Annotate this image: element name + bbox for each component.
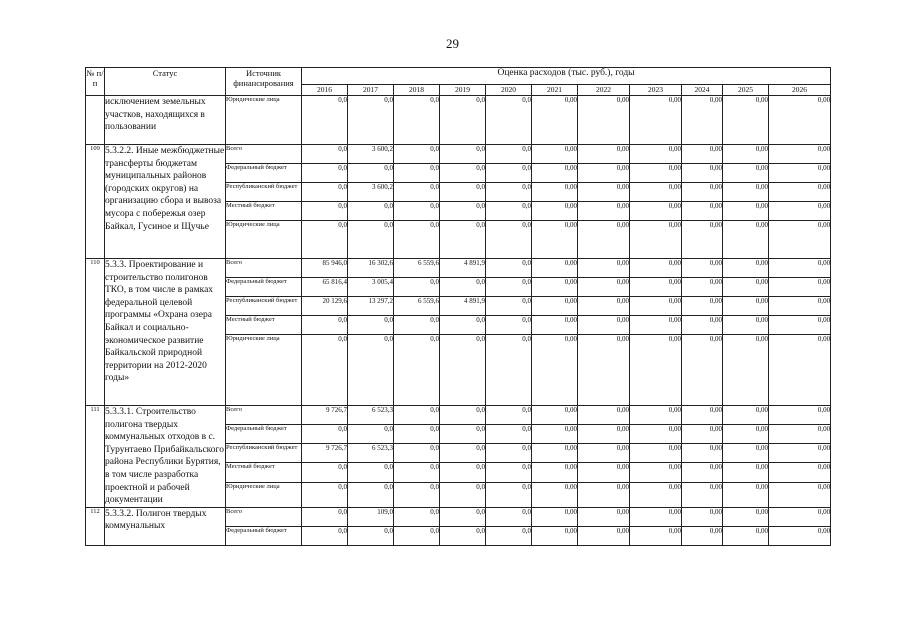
value-cell: 4 891,9	[440, 259, 486, 278]
value-cell: 0,00	[532, 425, 578, 444]
value-cell: 6 523,3	[348, 444, 394, 463]
value-cell: 0,0	[394, 507, 440, 526]
value-cell: 0,00	[769, 316, 831, 335]
value-cell: 0,00	[723, 526, 769, 545]
value-cell: 0,0	[440, 164, 486, 183]
value-cell: 0,00	[578, 507, 630, 526]
value-cell: 0,0	[394, 202, 440, 221]
year-header: 2025	[723, 85, 769, 96]
value-cell: 0,00	[723, 463, 769, 482]
year-header: 2020	[486, 85, 532, 96]
value-cell: 0,00	[630, 406, 682, 425]
value-cell: 0,0	[348, 221, 394, 259]
value-cell: 0,0	[486, 278, 532, 297]
value-cell: 0,00	[630, 96, 682, 145]
value-cell: 0,0	[440, 183, 486, 202]
value-cell: 0,00	[630, 183, 682, 202]
value-cell: 65 816,4	[302, 278, 348, 297]
value-cell: 0,00	[682, 96, 723, 145]
value-cell: 0,0	[394, 406, 440, 425]
value-cell: 0,0	[348, 425, 394, 444]
value-cell: 0,0	[486, 463, 532, 482]
value-cell: 0,0	[394, 164, 440, 183]
value-cell: 0,0	[394, 96, 440, 145]
header-number: № п/п	[86, 68, 105, 96]
value-cell: 0,00	[532, 482, 578, 507]
table-row	[86, 507, 831, 526]
value-cell: 0,00	[723, 482, 769, 507]
value-cell: 0,0	[440, 406, 486, 425]
value-cell: 0,00	[630, 278, 682, 297]
value-cell: 0,00	[682, 463, 723, 482]
value-cell: 0,0	[486, 507, 532, 526]
value-cell: 0,0	[486, 526, 532, 545]
value-cell: 0,00	[723, 164, 769, 183]
value-cell: 0,0	[486, 145, 532, 164]
funding-source-cell: Местный бюджет	[226, 202, 302, 221]
value-cell: 0,00	[532, 278, 578, 297]
value-cell: 0,0	[302, 183, 348, 202]
funding-source-cell: Местный бюджет	[226, 316, 302, 335]
year-header: 2019	[440, 85, 486, 96]
value-cell: 0,0	[486, 297, 532, 316]
value-cell: 0,00	[769, 96, 831, 145]
value-cell: 4 891,9	[440, 297, 486, 316]
value-cell: 0,00	[630, 425, 682, 444]
table-row	[86, 406, 831, 425]
value-cell: 0,0	[302, 96, 348, 145]
value-cell: 0,00	[630, 221, 682, 259]
funding-source-cell: Федеральный бюджет	[226, 425, 302, 444]
year-header: 2023	[630, 85, 682, 96]
value-cell: 0,00	[532, 526, 578, 545]
value-cell: 0,0	[302, 482, 348, 507]
value-cell: 0,00	[578, 278, 630, 297]
value-cell: 0,0	[394, 278, 440, 297]
value-cell: 0,00	[630, 507, 682, 526]
value-cell: 0,0	[302, 145, 348, 164]
value-cell: 0,0	[486, 164, 532, 183]
value-cell: 3 005,4	[348, 278, 394, 297]
value-cell: 0,00	[769, 526, 831, 545]
year-header: 2018	[394, 85, 440, 96]
year-header: 2017	[348, 85, 394, 96]
row-number: 111	[86, 406, 105, 508]
value-cell: 0,00	[769, 297, 831, 316]
value-cell: 3 600,2	[348, 183, 394, 202]
value-cell: 0,00	[578, 259, 630, 278]
value-cell: 0,00	[769, 202, 831, 221]
value-cell: 0,00	[630, 526, 682, 545]
value-cell: 0,0	[302, 316, 348, 335]
value-cell: 0,00	[682, 164, 723, 183]
year-header: 2021	[532, 85, 578, 96]
value-cell: 0,00	[682, 406, 723, 425]
value-cell: 0,0	[394, 482, 440, 507]
value-cell: 0,0	[394, 145, 440, 164]
value-cell: 0,00	[630, 482, 682, 507]
value-cell: 0,0	[440, 444, 486, 463]
value-cell: 0,00	[682, 526, 723, 545]
year-header: 2026	[769, 85, 831, 96]
value-cell: 0,0	[486, 96, 532, 145]
value-cell: 0,00	[532, 507, 578, 526]
value-cell: 0,00	[532, 96, 578, 145]
value-cell: 0,0	[440, 507, 486, 526]
year-header: 2016	[302, 85, 348, 96]
value-cell: 0,0	[440, 482, 486, 507]
value-cell: 0,00	[769, 507, 831, 526]
value-cell: 0,00	[682, 482, 723, 507]
table-row	[86, 96, 831, 145]
value-cell: 0,0	[440, 145, 486, 164]
value-cell: 0,00	[682, 507, 723, 526]
value-cell: 0,0	[394, 183, 440, 202]
value-cell: 0,00	[769, 145, 831, 164]
value-cell: 0,00	[769, 482, 831, 507]
status-cell: 5.3.3. Проектирование и строительство полигонов ТКО, в том числе в рамках федеральной целевой программы «Охрана озера Байкал и социально-экономическое развитие Байкальской природной территории на 2012-2020 годы»	[105, 259, 226, 406]
value-cell: 0,00	[578, 164, 630, 183]
value-cell: 0,00	[532, 316, 578, 335]
funding-source-cell: Юридические лица	[226, 221, 302, 259]
value-cell: 0,0	[440, 316, 486, 335]
value-cell: 0,0	[486, 444, 532, 463]
value-cell: 0,0	[440, 202, 486, 221]
value-cell: 0,0	[394, 444, 440, 463]
value-cell: 0,00	[578, 335, 630, 406]
value-cell: 0,0	[486, 183, 532, 202]
value-cell: 0,0	[440, 278, 486, 297]
value-cell: 0,0	[486, 202, 532, 221]
value-cell: 0,00	[723, 96, 769, 145]
value-cell: 0,00	[769, 425, 831, 444]
header-status: Статус	[105, 68, 226, 96]
value-cell: 0,00	[532, 202, 578, 221]
funding-source-cell: Федеральный бюджет	[226, 526, 302, 545]
value-cell: 0,00	[578, 425, 630, 444]
value-cell: 0,0	[302, 221, 348, 259]
value-cell: 0,00	[578, 297, 630, 316]
value-cell: 0,00	[723, 297, 769, 316]
value-cell: 0,0	[302, 507, 348, 526]
value-cell: 0,00	[630, 335, 682, 406]
value-cell: 0,0	[302, 463, 348, 482]
value-cell: 0,00	[532, 183, 578, 202]
value-cell: 0,0	[302, 202, 348, 221]
value-cell: 0,00	[682, 297, 723, 316]
value-cell: 0,0	[486, 425, 532, 444]
value-cell: 0,00	[532, 221, 578, 259]
value-cell: 0,0	[348, 202, 394, 221]
value-cell: 0,0	[440, 221, 486, 259]
value-cell: 0,00	[769, 221, 831, 259]
value-cell: 0,00	[769, 335, 831, 406]
value-cell: 0,00	[630, 297, 682, 316]
row-number: 109	[86, 145, 105, 259]
value-cell: 6 559,6	[394, 259, 440, 278]
budget-table	[85, 67, 831, 546]
value-cell: 0,00	[682, 425, 723, 444]
value-cell: 0,00	[578, 444, 630, 463]
funding-source-cell: Всего	[226, 507, 302, 526]
value-cell: 0,00	[578, 221, 630, 259]
value-cell: 0,00	[532, 259, 578, 278]
value-cell: 0,0	[440, 425, 486, 444]
value-cell: 109,0	[348, 507, 394, 526]
value-cell: 0,00	[578, 183, 630, 202]
value-cell: 0,00	[682, 221, 723, 259]
value-cell: 85 946,0	[302, 259, 348, 278]
value-cell: 3 600,2	[348, 145, 394, 164]
value-cell: 0,0	[486, 406, 532, 425]
value-cell: 0,00	[723, 406, 769, 425]
row-number: 110	[86, 259, 105, 406]
funding-source-cell: Местный бюджет	[226, 463, 302, 482]
funding-source-cell: Республиканский бюджет	[226, 297, 302, 316]
value-cell: 0,00	[578, 316, 630, 335]
value-cell: 0,0	[302, 526, 348, 545]
value-cell: 0,0	[486, 221, 532, 259]
value-cell: 0,0	[440, 526, 486, 545]
value-cell: 0,00	[723, 145, 769, 164]
year-header: 2022	[578, 85, 630, 96]
value-cell: 0,00	[723, 259, 769, 278]
value-cell: 0,0	[348, 482, 394, 507]
value-cell: 0,0	[440, 463, 486, 482]
value-cell: 0,00	[682, 278, 723, 297]
value-cell: 0,00	[578, 526, 630, 545]
value-cell: 0,00	[769, 278, 831, 297]
value-cell: 0,00	[682, 316, 723, 335]
value-cell: 0,0	[302, 164, 348, 183]
status-cell: 5.3.2.2. Иные межбюджетные трансферты бюджетам муниципальных районов (городских округов) на организацию сбора и вывоза мусора с побережья озер Байкал, Гусиное и Щучье	[105, 145, 226, 259]
value-cell: 0,0	[394, 463, 440, 482]
value-cell: 0,0	[348, 526, 394, 545]
value-cell: 0,00	[723, 221, 769, 259]
value-cell: 0,0	[486, 259, 532, 278]
value-cell: 0,00	[578, 463, 630, 482]
value-cell: 9 726,7	[302, 406, 348, 425]
funding-source-cell: Всего	[226, 145, 302, 164]
value-cell: 0,00	[630, 259, 682, 278]
value-cell: 0,00	[532, 406, 578, 425]
status-cell: 5.3.3.1. Строительство полигона твердых коммунальных отходов в с. Турунтаево Прибайкальского района Республики Бурятия, в том числе разработка проектной и рабочей документации	[105, 406, 226, 508]
value-cell: 16 302,6	[348, 259, 394, 278]
table-row	[86, 259, 831, 278]
value-cell: 0,0	[440, 335, 486, 406]
value-cell: 0,0	[486, 316, 532, 335]
value-cell: 0,00	[682, 335, 723, 406]
header-source: Источник финансирования	[226, 68, 302, 96]
value-cell: 0,00	[682, 259, 723, 278]
value-cell: 9 726,7	[302, 444, 348, 463]
value-cell: 0,00	[769, 463, 831, 482]
value-cell: 0,0	[348, 96, 394, 145]
value-cell: 0,0	[348, 316, 394, 335]
value-cell: 0,00	[723, 507, 769, 526]
value-cell: 0,0	[394, 316, 440, 335]
value-cell: 0,00	[723, 444, 769, 463]
value-cell: 0,00	[723, 316, 769, 335]
value-cell: 6 523,3	[348, 406, 394, 425]
funding-source-cell: Республиканский бюджет	[226, 183, 302, 202]
value-cell: 0,00	[630, 316, 682, 335]
value-cell: 0,0	[302, 335, 348, 406]
value-cell: 0,00	[723, 335, 769, 406]
value-cell: 0,00	[769, 164, 831, 183]
funding-source-cell: Юридические лица	[226, 482, 302, 507]
value-cell: 0,0	[394, 221, 440, 259]
value-cell: 0,00	[682, 202, 723, 221]
value-cell: 20 129,6	[302, 297, 348, 316]
funding-source-cell: Всего	[226, 406, 302, 425]
value-cell: 0,00	[578, 145, 630, 164]
value-cell: 0,00	[532, 444, 578, 463]
funding-source-cell: Юридические лица	[226, 96, 302, 145]
value-cell: 0,0	[486, 335, 532, 406]
value-cell: 0,00	[630, 202, 682, 221]
value-cell: 6 559,6	[394, 297, 440, 316]
table-body	[86, 96, 831, 546]
value-cell: 0,00	[723, 425, 769, 444]
value-cell: 13 297,2	[348, 297, 394, 316]
value-cell: 0,00	[682, 145, 723, 164]
value-cell: 0,00	[578, 96, 630, 145]
funding-source-cell: Федеральный бюджет	[226, 278, 302, 297]
funding-source-cell: Всего	[226, 259, 302, 278]
status-cell: 5.3.3.2. Полигон твердых коммунальных	[105, 507, 226, 545]
value-cell: 0,00	[723, 278, 769, 297]
value-cell: 0,00	[723, 183, 769, 202]
value-cell: 0,0	[394, 425, 440, 444]
value-cell: 0,00	[532, 164, 578, 183]
row-number: 112	[86, 507, 105, 545]
value-cell: 0,0	[394, 335, 440, 406]
value-cell: 0,0	[348, 463, 394, 482]
value-cell: 0,00	[578, 482, 630, 507]
status-cell: исключением земельных участков, находящихся в пользовании	[105, 96, 226, 145]
header-estimate: Оценка расходов (тыс. руб.), годы	[302, 68, 831, 85]
value-cell: 0,0	[394, 526, 440, 545]
value-cell: 0,00	[532, 297, 578, 316]
value-cell: 0,00	[769, 259, 831, 278]
value-cell: 0,00	[630, 463, 682, 482]
value-cell: 0,00	[769, 444, 831, 463]
value-cell: 0,0	[440, 96, 486, 145]
table-row	[86, 145, 831, 164]
year-header: 2024	[682, 85, 723, 96]
value-cell: 0,0	[348, 164, 394, 183]
value-cell: 0,00	[682, 444, 723, 463]
row-number	[86, 96, 105, 145]
value-cell: 0,00	[723, 202, 769, 221]
funding-source-cell: Юридические лица	[226, 335, 302, 406]
value-cell: 0,0	[348, 335, 394, 406]
funding-source-cell: Федеральный бюджет	[226, 164, 302, 183]
value-cell: 0,00	[532, 463, 578, 482]
value-cell: 0,0	[302, 425, 348, 444]
value-cell: 0,0	[486, 482, 532, 507]
value-cell: 0,00	[532, 145, 578, 164]
table-header	[86, 68, 831, 96]
page-number: 29	[446, 36, 459, 51]
value-cell: 0,00	[630, 444, 682, 463]
value-cell: 0,00	[769, 406, 831, 425]
value-cell: 0,00	[578, 202, 630, 221]
value-cell: 0,00	[769, 183, 831, 202]
value-cell: 0,00	[630, 164, 682, 183]
value-cell: 0,00	[578, 406, 630, 425]
value-cell: 0,00	[532, 335, 578, 406]
funding-source-cell: Республиканский бюджет	[226, 444, 302, 463]
value-cell: 0,00	[630, 145, 682, 164]
value-cell: 0,00	[682, 183, 723, 202]
